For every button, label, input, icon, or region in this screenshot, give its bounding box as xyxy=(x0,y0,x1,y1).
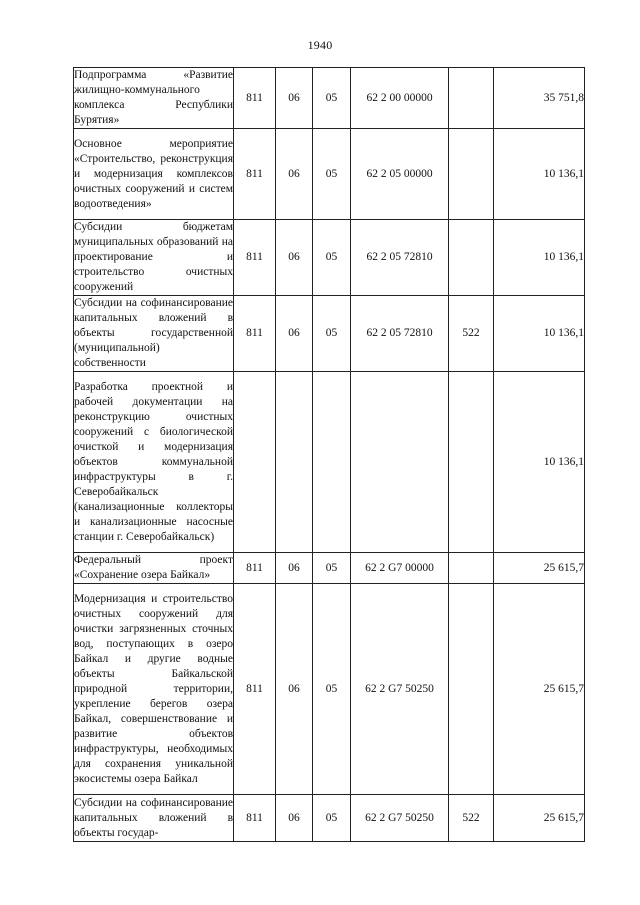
row-expense-type: 522 xyxy=(449,795,494,842)
row-expense-type xyxy=(449,68,494,129)
row-target-article: 62 2 00 00000 xyxy=(351,68,449,129)
row-name: Субсидии бюджетам муниципальных образований на проектирование и строительство очистных сооружений xyxy=(74,220,234,296)
row-sum: 10 136,1 xyxy=(494,296,585,372)
row-grbs: 811 xyxy=(234,68,276,129)
row-sum: 10 136,1 xyxy=(494,372,585,553)
row-section xyxy=(276,372,313,553)
row-target-article: 62 2 05 72810 xyxy=(351,296,449,372)
row-expense-type: 522 xyxy=(449,296,494,372)
row-sum: 10 136,1 xyxy=(494,220,585,296)
row-target-article: 62 2 G7 00000 xyxy=(351,553,449,584)
row-section: 06 xyxy=(276,220,313,296)
row-name: Субсидии на софинансирование капитальных вложений в объекты государ- xyxy=(74,795,234,842)
row-section: 06 xyxy=(276,296,313,372)
row-expense-type xyxy=(449,372,494,553)
row-subsection: 05 xyxy=(313,795,351,842)
table-row xyxy=(74,68,585,129)
table-row xyxy=(74,795,585,842)
row-target-article: 62 2 G7 50250 xyxy=(351,584,449,795)
budget-table xyxy=(73,67,585,842)
table-row xyxy=(74,129,585,220)
row-subsection xyxy=(313,372,351,553)
table-row xyxy=(74,296,585,372)
row-grbs: 811 xyxy=(234,220,276,296)
row-subsection: 05 xyxy=(313,129,351,220)
row-sum: 35 751,8 xyxy=(494,68,585,129)
table-row xyxy=(74,553,585,584)
row-name: Субсидии на софинансирование капитальных вложений в объекты государственной (муниципальной) собственности xyxy=(74,296,234,372)
row-name: Подпрограмма «Развитие жилищно-коммунального комплекса Республики Бурятия» xyxy=(74,68,234,129)
row-subsection: 05 xyxy=(313,553,351,584)
row-section: 06 xyxy=(276,553,313,584)
row-target-article: 62 2 G7 50250 xyxy=(351,795,449,842)
row-name: Разработка проектной и рабочей документации на реконструкцию очистных сооружений с биологической очисткой и модернизация объектов коммунальной инфраструктуры в г. Северобайкальск (канализационные коллекторы и канализационные насосные станции г. Северобайкальск) xyxy=(74,372,234,553)
row-grbs: 811 xyxy=(234,584,276,795)
row-grbs: 811 xyxy=(234,553,276,584)
row-sum: 25 615,7 xyxy=(494,795,585,842)
row-subsection: 05 xyxy=(313,584,351,795)
row-section: 06 xyxy=(276,795,313,842)
row-target-article xyxy=(351,372,449,553)
row-subsection: 05 xyxy=(313,220,351,296)
row-section: 06 xyxy=(276,129,313,220)
table-row xyxy=(74,220,585,296)
row-grbs: 811 xyxy=(234,296,276,372)
row-expense-type xyxy=(449,584,494,795)
row-grbs xyxy=(234,372,276,553)
row-name: Модернизация и строительство очистных сооружений для очистки загрязненных сточных вод, поступающих в озеро Байкал и другие водные объекты Байкальской природной территории, укрепление берегов озера Байкал, совершенствование и развитие объектов инфраструктуры, необходимых для сохранения уникальной экосистемы озера Байкал xyxy=(74,584,234,795)
row-section: 06 xyxy=(276,584,313,795)
row-name: Основное мероприятие «Строительство, реконструкция и модернизация комплексов очистных сооружений и систем водоотведения» xyxy=(74,129,234,220)
row-name: Федеральный проект «Сохранение озера Байкал» xyxy=(74,553,234,584)
row-sum: 10 136,1 xyxy=(494,129,585,220)
table-row xyxy=(74,372,585,553)
table-row xyxy=(74,584,585,795)
row-section: 06 xyxy=(276,68,313,129)
row-target-article: 62 2 05 00000 xyxy=(351,129,449,220)
page-number: 1940 xyxy=(307,38,333,52)
row-subsection: 05 xyxy=(313,296,351,372)
row-sum: 25 615,7 xyxy=(494,553,585,584)
row-grbs: 811 xyxy=(234,795,276,842)
row-target-article: 62 2 05 72810 xyxy=(351,220,449,296)
row-subsection: 05 xyxy=(313,68,351,129)
row-expense-type xyxy=(449,129,494,220)
row-expense-type xyxy=(449,553,494,584)
row-expense-type xyxy=(449,220,494,296)
row-sum: 25 615,7 xyxy=(494,584,585,795)
row-grbs: 811 xyxy=(234,129,276,220)
